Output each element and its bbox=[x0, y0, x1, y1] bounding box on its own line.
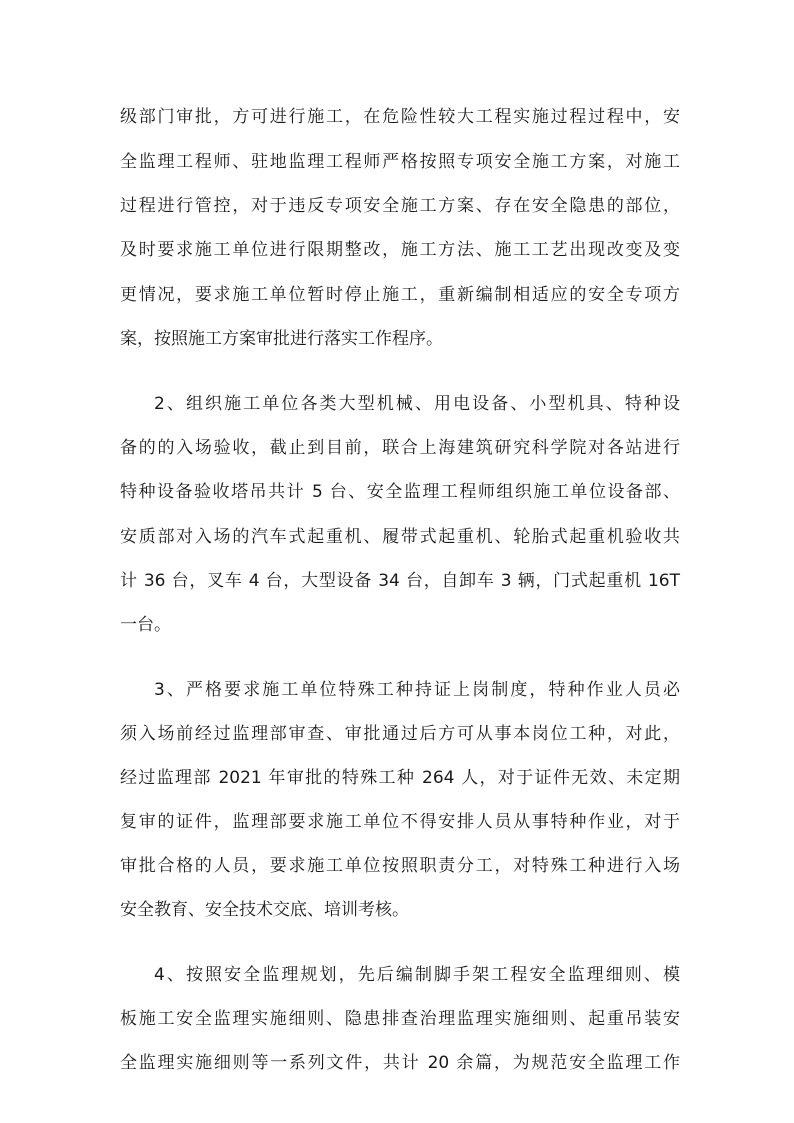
paragraph-4-line-2: 板施工安全监理实施细则、隐患排查治理监理实施细则、起重吊装安 bbox=[120, 1009, 680, 1029]
paragraph-3-line-6: 安全教育、安全技术交底、培训考核。 bbox=[120, 900, 409, 920]
paragraph-4-line-1: 4、按照安全监理规划，先后编制脚手架工程安全监理细则、模 bbox=[154, 965, 680, 985]
paragraph-3-line-5: 审批合格的人员，要求施工单位按照职责分工，对特殊工种进行入场 bbox=[120, 856, 680, 876]
paragraph-3-line-4: 复审的证件，监理部要求施工单位不得安排人员从事特种作业，对于 bbox=[120, 812, 680, 832]
paragraph-1-line-6: 案，按照施工方案审批进行落实工作程序。 bbox=[120, 329, 443, 349]
paragraph-2-line-1: 2、组织施工单位各类大型机械、用电设备、小型机具、特种设 bbox=[154, 394, 680, 414]
paragraph-2-line-4: 安质部对入场的汽车式起重机、履带式起重机、轮胎式起重机验收共 bbox=[120, 527, 680, 547]
paragraph-1-line-3: 过程进行管控，对于违反专项安全施工方案、存在安全隐患的部位， bbox=[120, 196, 680, 216]
paragraph-1-line-4: 及时要求施工单位进行限期整改，施工方法、施工工艺出现改变及变 bbox=[120, 240, 680, 260]
paragraph-2-line-5: 计 36 台，叉车 4 台，大型设备 34 台，自卸车 3 辆，门式起重机 16T bbox=[120, 571, 680, 591]
paragraph-2-line-6: 一台。 bbox=[120, 615, 171, 635]
paragraph-1-line-5: 更情况，要求施工单位暂时停止施工，重新编制相适应的安全专项方 bbox=[120, 285, 680, 305]
paragraph-3-line-2: 须入场前经过监理部审查、审批通过后方可从事本岗位工种，对此， bbox=[120, 724, 680, 744]
paragraph-3-line-1: 3、严格要求施工单位特殊工种持证上岗制度，特种作业人员必 bbox=[154, 680, 680, 700]
paragraph-2-line-3: 特种设备验收塔吊共计 5 台、安全监理工程师组织施工单位设备部、 bbox=[120, 482, 680, 502]
paragraph-1-line-2: 全监理工程师、驻地监理工程师严格按照专项安全施工方案，对施工 bbox=[120, 152, 680, 172]
paragraph-4-line-3: 全监理实施细则等一系列文件，共计 20 余篇，为规范安全监理工作 bbox=[120, 1053, 680, 1073]
paragraph-2-line-2: 备的的入场验收，截止到目前，联合上海建筑研究科学院对各站进行 bbox=[120, 438, 680, 458]
paragraph-1-line-1: 级部门审批，方可进行施工，在危险性较大工程实施过程过程中，安 bbox=[120, 107, 680, 127]
paragraph-3-line-3: 经过监理部 2021 年审批的特殊工种 264 人，对于证件无效、未定期 bbox=[120, 768, 680, 788]
